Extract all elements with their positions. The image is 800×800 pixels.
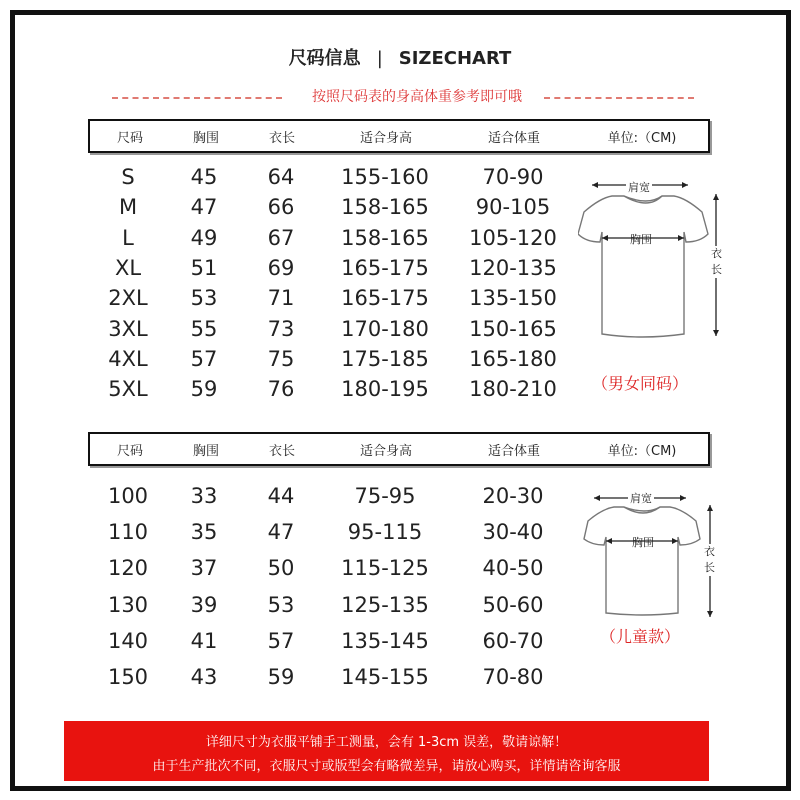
adult-chest-label: 胸围 xyxy=(630,233,652,246)
cell-length: 75 xyxy=(267,346,295,371)
cell-chest: 45 xyxy=(190,165,218,189)
cell-height: 125-135 xyxy=(341,592,429,617)
cell-size: 140 xyxy=(107,628,149,653)
col-height: 适合身高 xyxy=(359,131,413,146)
cell-weight: 60-70 xyxy=(482,628,544,653)
cell-height: 170-180 xyxy=(341,316,429,341)
cell-length: 71 xyxy=(267,286,295,311)
adult-shoulder-label: 肩宽 xyxy=(628,181,650,194)
cell-height: 75-95 xyxy=(354,484,416,508)
shoulder-arrow-head-r xyxy=(682,182,688,188)
cell-size: 4XL xyxy=(108,346,148,371)
cell-weight: 30-40 xyxy=(482,520,544,545)
title-cn: 尺码信息 xyxy=(288,48,361,69)
cell-chest: 33 xyxy=(190,484,218,508)
cell-height: 165-175 xyxy=(341,286,429,311)
cell-length: 44 xyxy=(267,484,295,508)
cell-chest: 37 xyxy=(190,556,218,581)
cell-chest: 35 xyxy=(190,520,218,545)
cell-weight: 90-105 xyxy=(475,195,551,220)
col-weight: 适合体重 xyxy=(487,444,541,459)
shoulder-arrow-head-l xyxy=(592,182,598,188)
cell-chest: 49 xyxy=(190,225,218,250)
kids-shoulder-label: 肩宽 xyxy=(630,492,652,505)
cell-size: 100 xyxy=(107,484,149,508)
col-unit: 单位:（CM) xyxy=(607,131,677,146)
col-weight: 适合体重 xyxy=(487,131,541,146)
notice-line-1: 详细尺寸为衣服平铺手工测量，会有 1-3cm 误差，敬请谅解！ xyxy=(205,735,568,750)
cell-length: 73 xyxy=(267,316,295,341)
cell-chest: 57 xyxy=(190,346,218,371)
col-unit: 单位:（CM) xyxy=(607,444,677,459)
length-arrow-head-b xyxy=(713,330,719,336)
cell-weight: 70-90 xyxy=(482,165,544,189)
cell-height: 95-115 xyxy=(347,520,423,545)
length-arrow-head-b xyxy=(707,611,713,617)
length-arrow-head-t xyxy=(707,505,713,511)
cell-weight: 20-30 xyxy=(482,484,544,508)
cell-weight: 120-135 xyxy=(469,255,557,280)
cell-length: 64 xyxy=(267,165,295,189)
cell-weight: 135-150 xyxy=(469,286,557,311)
kids-length-label: 衣长 xyxy=(704,545,715,574)
cell-size: 5XL xyxy=(108,377,148,402)
subtitle-text: 按照尺码表的身高体重参考即可哦 xyxy=(312,89,522,105)
cell-chest: 47 xyxy=(190,195,218,220)
shoulder-arrow-head-l xyxy=(594,495,600,501)
kids-shirt-diagram xyxy=(582,487,722,627)
kids-chest-label: 胸围 xyxy=(632,536,654,549)
kids-tag: （儿童款） xyxy=(600,627,681,646)
cell-weight: 70-80 xyxy=(482,665,544,689)
title-separator: | xyxy=(376,48,383,69)
col-size: 尺码 xyxy=(116,444,144,459)
kids-table-header xyxy=(88,432,710,466)
cell-length: 66 xyxy=(267,195,295,220)
cell-size: S xyxy=(121,165,135,189)
table-row xyxy=(0,665,800,695)
shirt-outline-icon xyxy=(584,507,700,615)
cell-length: 67 xyxy=(267,225,295,250)
col-height: 适合身高 xyxy=(359,444,413,459)
adult-table-header xyxy=(88,119,710,153)
cell-length: 53 xyxy=(267,592,295,617)
shirt-outline-icon xyxy=(578,196,708,337)
cell-length: 69 xyxy=(267,255,295,280)
cell-height: 158-165 xyxy=(341,195,429,220)
cell-length: 57 xyxy=(267,628,295,653)
cell-chest: 51 xyxy=(190,255,218,280)
cell-size: L xyxy=(122,225,134,250)
cell-height: 135-145 xyxy=(341,628,429,653)
col-chest: 胸围 xyxy=(192,131,220,146)
notice-banner xyxy=(64,721,709,781)
cell-size: 130 xyxy=(107,592,149,617)
cell-length: 47 xyxy=(267,520,295,545)
page-title xyxy=(0,44,800,70)
col-chest: 胸围 xyxy=(192,444,220,459)
col-size: 尺码 xyxy=(116,131,144,146)
cell-weight: 40-50 xyxy=(482,556,544,581)
cell-chest: 53 xyxy=(190,286,218,311)
adult-unisex-tag: （男女同码） xyxy=(592,374,689,393)
cell-size: 110 xyxy=(107,520,149,545)
cell-chest: 39 xyxy=(190,592,218,617)
cell-height: 165-175 xyxy=(341,255,429,280)
cell-size: M xyxy=(118,195,138,220)
cell-size: 120 xyxy=(107,556,149,581)
notice-line-2: 由于生产批次不同，衣服尺寸或版型会有略微差异，请放心购买，详情请咨询客服 xyxy=(152,759,621,774)
cell-weight: 150-165 xyxy=(469,316,557,341)
length-arrow-head-t xyxy=(713,194,719,200)
title-en: SIZECHART xyxy=(398,48,512,69)
shoulder-arrow-head-r xyxy=(680,495,686,501)
subtitle xyxy=(112,86,694,108)
cell-chest: 41 xyxy=(190,628,218,653)
cell-height: 145-155 xyxy=(341,665,429,689)
adult-length-label: 衣长 xyxy=(711,247,722,276)
col-length: 衣长 xyxy=(268,444,296,459)
subtitle-dash-left xyxy=(112,97,282,99)
cell-height: 175-185 xyxy=(341,346,429,371)
cell-height: 115-125 xyxy=(341,556,429,581)
adult-shirt-diagram xyxy=(578,172,728,372)
cell-weight: 180-210 xyxy=(469,377,557,402)
cell-size: 2XL xyxy=(108,286,148,311)
cell-chest: 59 xyxy=(190,377,218,402)
cell-length: 50 xyxy=(267,556,295,581)
cell-size: 3XL xyxy=(108,316,148,341)
col-length: 衣长 xyxy=(268,131,296,146)
cell-height: 158-165 xyxy=(341,225,429,250)
cell-length: 59 xyxy=(267,665,295,689)
cell-height: 180-195 xyxy=(341,377,429,402)
cell-chest: 55 xyxy=(190,316,218,341)
cell-weight: 165-180 xyxy=(469,346,557,371)
cell-weight: 50-60 xyxy=(482,592,544,617)
subtitle-dash-right xyxy=(544,97,694,99)
cell-weight: 105-120 xyxy=(469,225,557,250)
cell-height: 155-160 xyxy=(341,165,429,189)
cell-length: 76 xyxy=(267,377,295,402)
cell-chest: 43 xyxy=(190,665,218,689)
cell-size: XL xyxy=(114,255,142,280)
cell-size: 150 xyxy=(107,665,149,689)
